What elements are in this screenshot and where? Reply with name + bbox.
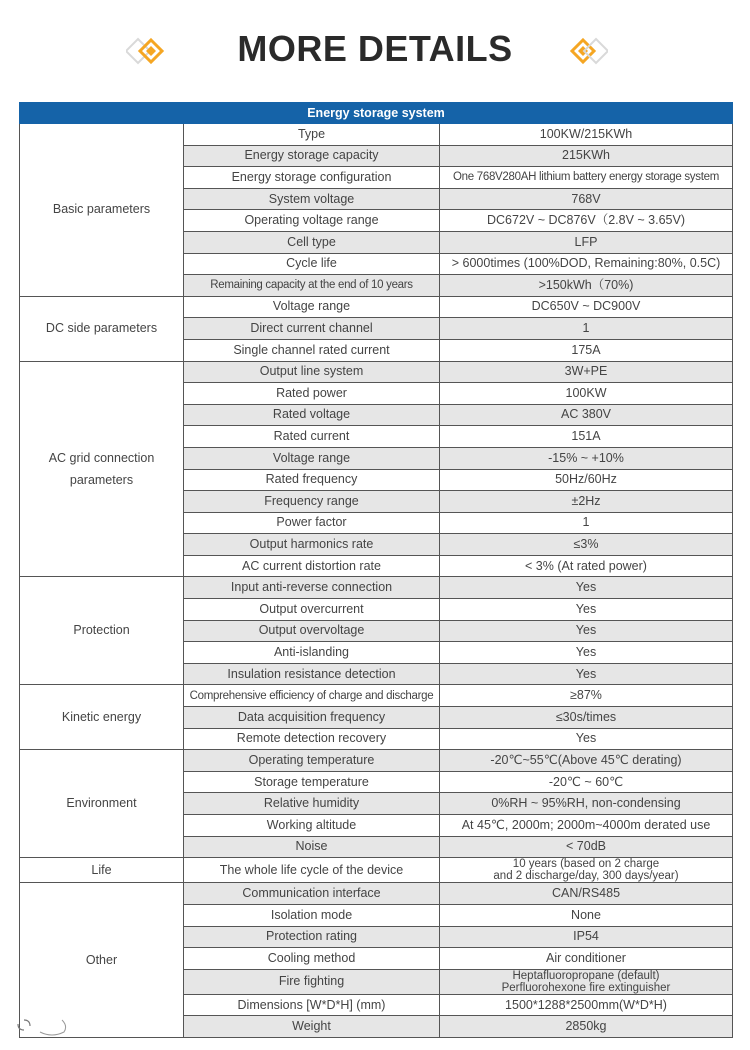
param-name: Voltage range xyxy=(184,296,440,318)
param-value: ≤3% xyxy=(440,534,733,556)
param-value: Yes xyxy=(440,728,733,750)
param-value: < 3% (At rated power) xyxy=(440,555,733,577)
param-name: Comprehensive efficiency of charge and discharge xyxy=(184,685,440,707)
spec-table-body xyxy=(20,124,733,1038)
section-label-line: parameters xyxy=(69,473,134,487)
table-heading: Energy storage system xyxy=(20,103,733,124)
param-value: Air conditioner xyxy=(440,948,733,970)
param-value: 215KWh xyxy=(440,145,733,167)
param-name: Relative humidity xyxy=(184,793,440,815)
section-label: Life xyxy=(20,858,184,883)
logo-mark-icon xyxy=(16,1016,70,1038)
section-label: Basic parameters xyxy=(20,124,184,297)
table-row xyxy=(20,296,733,318)
param-name: Cell type xyxy=(184,231,440,253)
param-value: 151A xyxy=(440,426,733,448)
param-name: Cycle life xyxy=(184,253,440,275)
param-name: Output line system xyxy=(184,361,440,383)
param-value: ≤30s/times xyxy=(440,707,733,729)
param-value: Yes xyxy=(440,663,733,685)
table-row xyxy=(20,858,733,883)
param-value: 3W+PE xyxy=(440,361,733,383)
param-value: 1500*1288*2500mm(W*D*H) xyxy=(440,994,733,1016)
param-name: Anti-islanding xyxy=(184,642,440,664)
section-label: Environment xyxy=(20,750,184,858)
section-label-line: AC grid connection xyxy=(48,451,155,465)
param-name: Protection rating xyxy=(184,926,440,948)
param-name: Weight xyxy=(184,1016,440,1038)
param-name: Power factor xyxy=(184,512,440,534)
param-name: Storage temperature xyxy=(184,771,440,793)
param-value: CAN/RS485 xyxy=(440,883,733,905)
param-name: Remaining capacity at the end of 10 years xyxy=(184,275,440,297)
param-name: Isolation mode xyxy=(184,904,440,926)
param-value: 175A xyxy=(440,339,733,361)
param-value xyxy=(440,858,733,883)
param-name: Energy storage capacity xyxy=(184,145,440,167)
param-name: Input anti-reverse connection xyxy=(184,577,440,599)
param-value: -20℃ ~ 60℃ xyxy=(440,771,733,793)
param-name: Dimensions [W*D*H] (mm) xyxy=(184,994,440,1016)
watermark-logo xyxy=(16,1016,70,1038)
param-value: AC 380V xyxy=(440,404,733,426)
param-value: 1 xyxy=(440,512,733,534)
table-row xyxy=(20,124,733,146)
param-name: Operating voltage range xyxy=(184,210,440,232)
param-value: Yes xyxy=(440,577,733,599)
page-header xyxy=(0,0,750,102)
param-name: System voltage xyxy=(184,188,440,210)
section-label: Kinetic energy xyxy=(20,685,184,750)
param-value: Yes xyxy=(440,620,733,642)
param-name: Direct current channel xyxy=(184,318,440,340)
param-value-line: 10 years (based on 2 charge xyxy=(512,858,660,871)
table-row xyxy=(20,577,733,599)
param-name: Operating temperature xyxy=(184,750,440,772)
param-value: 2850kg xyxy=(440,1016,733,1038)
param-value: 1 xyxy=(440,318,733,340)
section-label: Other xyxy=(20,883,184,1038)
table-row xyxy=(20,685,733,707)
param-name: Communication interface xyxy=(184,883,440,905)
param-name: Remote detection recovery xyxy=(184,728,440,750)
diamond-ornament-icon xyxy=(568,36,608,66)
param-value: ≥87% xyxy=(440,685,733,707)
table-row xyxy=(20,750,733,772)
param-value-line: and 2 discharge/day, 300 days/year) xyxy=(493,870,679,883)
param-value: IP54 xyxy=(440,926,733,948)
param-value: LFP xyxy=(440,231,733,253)
spec-table xyxy=(19,102,733,1038)
param-name: Rated power xyxy=(184,383,440,405)
param-value-line: Perfluorohexone fire extinguisher xyxy=(501,981,671,994)
param-value: At 45℃, 2000m; 2000m~4000m derated use xyxy=(440,815,733,837)
param-value: 100KW/215KWh xyxy=(440,124,733,146)
param-name: Insulation resistance detection xyxy=(184,663,440,685)
param-value: 50Hz/60Hz xyxy=(440,469,733,491)
param-name: Rated current xyxy=(184,426,440,448)
param-value: < 70dB xyxy=(440,836,733,858)
param-name: Output harmonics rate xyxy=(184,534,440,556)
param-name: Output overcurrent xyxy=(184,599,440,621)
param-value: One 768V280AH lithium battery energy storage system xyxy=(440,167,733,189)
param-value: ±2Hz xyxy=(440,491,733,513)
param-value: None xyxy=(440,904,733,926)
section-label: Protection xyxy=(20,577,184,685)
param-value: Yes xyxy=(440,599,733,621)
param-name: Rated frequency xyxy=(184,469,440,491)
param-name: Output overvoltage xyxy=(184,620,440,642)
param-value: >150kWh（70%) xyxy=(440,275,733,297)
section-label xyxy=(20,361,184,577)
table-row xyxy=(20,361,733,383)
param-value: -20℃~55℃(Above 45℃ derating) xyxy=(440,750,733,772)
table-row xyxy=(20,883,733,905)
param-value xyxy=(440,969,733,994)
param-value: DC672V ~ DC876V（2.8V ~ 3.65V) xyxy=(440,210,733,232)
param-value-line: Heptafluoropropane (default) xyxy=(512,969,660,982)
param-name: Energy storage configuration xyxy=(184,167,440,189)
param-name: Data acquisition frequency xyxy=(184,707,440,729)
table-header-row xyxy=(20,103,733,124)
section-label: DC side parameters xyxy=(20,296,184,361)
param-name: Noise xyxy=(184,836,440,858)
param-value: 0%RH ~ 95%RH, non-condensing xyxy=(440,793,733,815)
param-name: Frequency range xyxy=(184,491,440,513)
param-value: > 6000times (100%DOD, Remaining:80%, 0.5C) xyxy=(440,253,733,275)
param-name: Type xyxy=(184,124,440,146)
param-name: Single channel rated current xyxy=(184,339,440,361)
param-value: DC650V ~ DC900V xyxy=(440,296,733,318)
page-title: MORE DETAILS xyxy=(237,28,513,69)
param-value: 768V xyxy=(440,188,733,210)
param-value: Yes xyxy=(440,642,733,664)
param-name: Voltage range xyxy=(184,447,440,469)
param-name: Fire fighting xyxy=(184,969,440,994)
param-name: Cooling method xyxy=(184,948,440,970)
param-name: The whole life cycle of the device xyxy=(184,858,440,883)
param-name: Working altitude xyxy=(184,815,440,837)
param-name: Rated voltage xyxy=(184,404,440,426)
param-value: 100KW xyxy=(440,383,733,405)
param-name: AC current distortion rate xyxy=(184,555,440,577)
param-value: -15% ~ +10% xyxy=(440,447,733,469)
